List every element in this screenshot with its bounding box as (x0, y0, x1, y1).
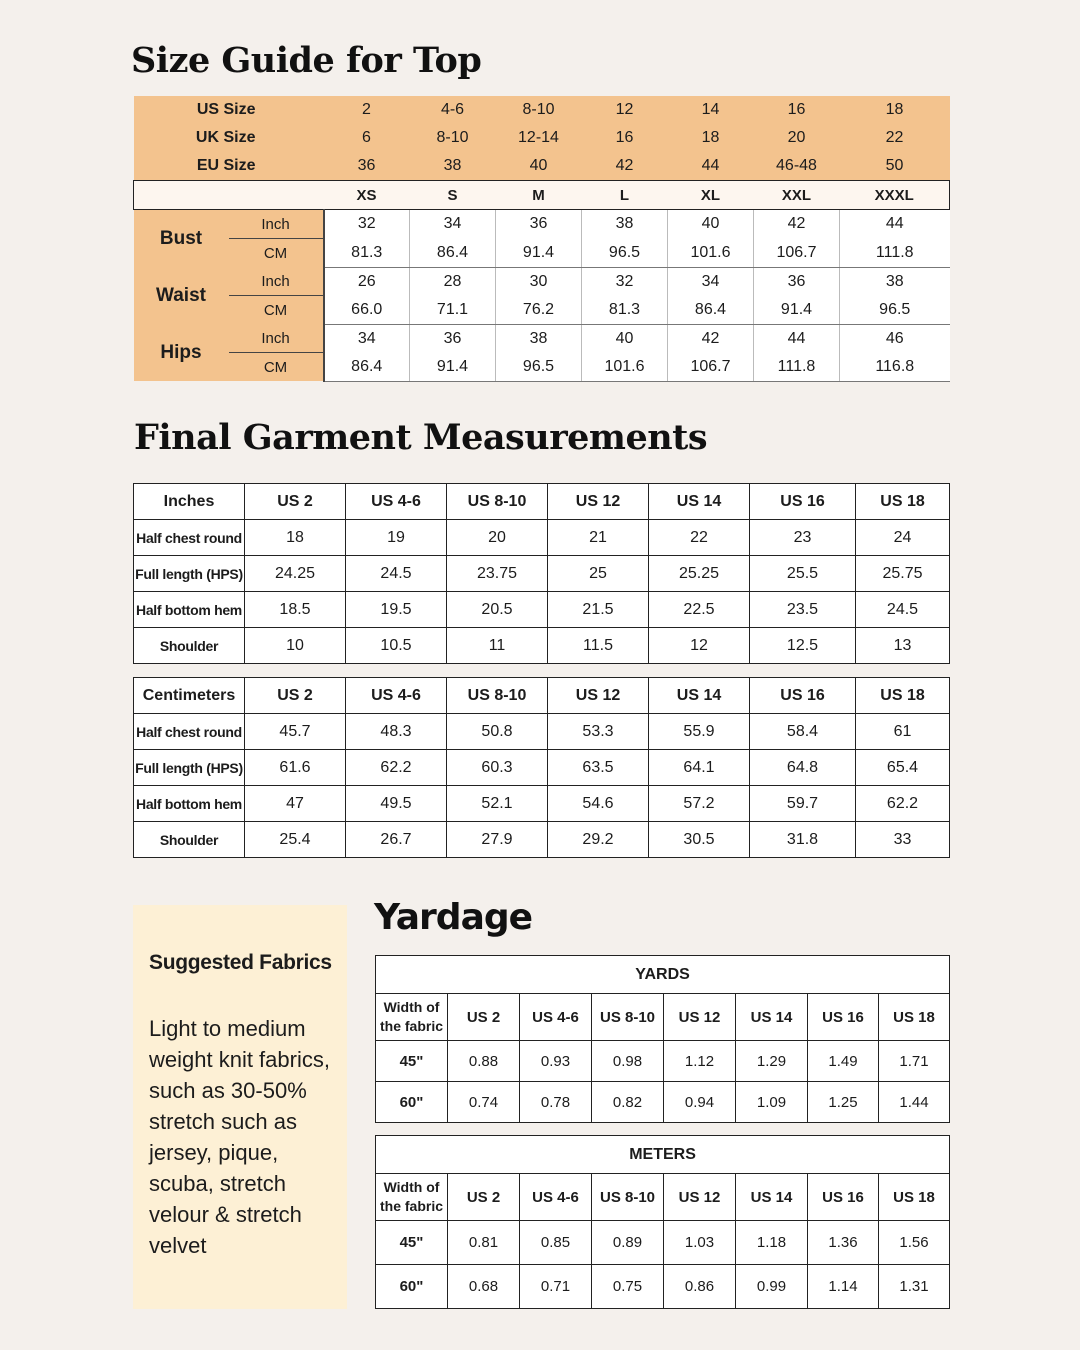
yardage-size-header: US 2 (448, 1174, 520, 1221)
measure-value: 111.8 (754, 353, 840, 382)
size-region-value: 6 (324, 124, 410, 152)
garment-size-header: US 12 (548, 484, 649, 520)
garment-value: 60.3 (447, 750, 548, 786)
size-region-label: US Size (134, 96, 324, 124)
garment-value: 24.5 (346, 556, 447, 592)
yardage-header-row (376, 994, 950, 1041)
yardage-size-header: US 2 (448, 994, 520, 1041)
garment-size-header: US 18 (856, 484, 950, 520)
size-region-value: 20 (754, 124, 840, 152)
measure-value: 66.0 (324, 296, 410, 325)
garment-value: 23 (750, 520, 856, 556)
measure-value: 36 (410, 324, 496, 353)
yardage-value: 1.71 (879, 1041, 950, 1082)
size-region-value: 8-10 (410, 124, 496, 152)
yardage-value: 1.44 (879, 1082, 950, 1123)
garment-value: 18 (245, 520, 346, 556)
garment-row-label: Full length (HPS) (134, 750, 245, 786)
yardage-size-header: US 18 (879, 994, 950, 1041)
measure-unit-label: CM (229, 239, 324, 268)
garment-value: 11 (447, 628, 548, 664)
measure-value: 86.4 (668, 296, 754, 325)
garment-header-row (134, 484, 950, 520)
yardage-value: 0.89 (592, 1221, 664, 1265)
garment-value: 20.5 (447, 592, 548, 628)
size-region-value: 4-6 (410, 96, 496, 124)
garment-value: 23.5 (750, 592, 856, 628)
measure-value: 26 (324, 267, 410, 296)
size-region-value: 42 (582, 152, 668, 181)
yardage-row (376, 1265, 950, 1309)
garment-row-label: Shoulder (134, 822, 245, 858)
size-region-value: 46-48 (754, 152, 840, 181)
size-region-label: UK Size (134, 124, 324, 152)
measure-value: 40 (668, 210, 754, 239)
garment-value: 21 (548, 520, 649, 556)
measure-unit-label: Inch (229, 267, 324, 296)
size-region-value: 44 (668, 152, 754, 181)
garment-inches-table (133, 483, 950, 664)
measure-value: 38 (496, 324, 582, 353)
garment-value: 57.2 (649, 786, 750, 822)
letter-size: XS (324, 181, 410, 210)
garment-size-header: US 2 (245, 678, 346, 714)
garment-value: 62.2 (856, 786, 950, 822)
garment-value: 25.5 (750, 556, 856, 592)
measure-value: 101.6 (582, 353, 668, 382)
size-region-label: EU Size (134, 152, 324, 181)
yardage-value: 0.98 (592, 1041, 664, 1082)
size-region-value: 18 (668, 124, 754, 152)
measure-value: 38 (840, 267, 950, 296)
yardage-size-header: US 8-10 (592, 1174, 664, 1221)
fabric-width: 60" (376, 1082, 448, 1123)
yardage-size-header: US 4-6 (520, 994, 592, 1041)
yardage-value: 0.93 (520, 1041, 592, 1082)
body-measure-row (134, 296, 950, 325)
yardage-title: Yardage (374, 897, 533, 938)
yardage-value: 1.36 (808, 1221, 879, 1265)
garment-row-label: Shoulder (134, 628, 245, 664)
garment-row-label: Half bottom hem (134, 786, 245, 822)
garment-value: 49.5 (346, 786, 447, 822)
garment-value: 24.25 (245, 556, 346, 592)
garment-cm-table (133, 677, 950, 858)
body-measure-row (134, 267, 950, 296)
yardage-row (376, 1082, 950, 1123)
measure-value: 76.2 (496, 296, 582, 325)
measure-unit-label: Inch (229, 324, 324, 353)
garment-value: 25.4 (245, 822, 346, 858)
garment-value: 50.8 (447, 714, 548, 750)
measure-value: 91.4 (496, 239, 582, 268)
garment-value: 19.5 (346, 592, 447, 628)
garment-row (134, 822, 950, 858)
measure-value: 28 (410, 267, 496, 296)
measure-value: 36 (496, 210, 582, 239)
yardage-meters-table (375, 1135, 950, 1309)
suggested-fabrics-title: Suggested Fabrics (149, 951, 332, 974)
measure-group-label: Bust (134, 210, 229, 268)
yardage-value: 0.81 (448, 1221, 520, 1265)
measure-value: 38 (582, 210, 668, 239)
garment-unit-header: Inches (134, 484, 245, 520)
size-region-value: 2 (324, 96, 410, 124)
body-measure-row (134, 324, 950, 353)
size-region-row (134, 152, 950, 181)
yardage-value: 0.82 (592, 1082, 664, 1123)
garment-value: 18.5 (245, 592, 346, 628)
garment-value: 54.6 (548, 786, 649, 822)
size-region-value: 18 (840, 96, 950, 124)
garment-value: 25.25 (649, 556, 750, 592)
body-measure-row (134, 239, 950, 268)
garment-value: 64.8 (750, 750, 856, 786)
garment-value: 64.1 (649, 750, 750, 786)
garment-value: 27.9 (447, 822, 548, 858)
measure-value: 34 (668, 267, 754, 296)
size-region-row (134, 96, 950, 124)
yardage-value: 1.56 (879, 1221, 950, 1265)
yardage-value: 0.74 (448, 1082, 520, 1123)
garment-value: 20 (447, 520, 548, 556)
garment-value: 24.5 (856, 592, 950, 628)
measure-value: 32 (324, 210, 410, 239)
garment-value: 59.7 (750, 786, 856, 822)
garment-row (134, 556, 950, 592)
measure-value: 40 (582, 324, 668, 353)
garment-row-label: Half bottom hem (134, 592, 245, 628)
garment-value: 19 (346, 520, 447, 556)
fabric-width-header: Width of the fabric (376, 1174, 448, 1221)
garment-value: 31.8 (750, 822, 856, 858)
garment-value: 22 (649, 520, 750, 556)
fabric-width: 60" (376, 1265, 448, 1309)
garment-value: 65.4 (856, 750, 950, 786)
garment-header-row (134, 678, 950, 714)
yardage-value: 0.68 (448, 1265, 520, 1309)
garment-size-header: US 16 (750, 678, 856, 714)
size-region-value: 40 (496, 152, 582, 181)
measure-value: 96.5 (840, 296, 950, 325)
size-region-value: 8-10 (496, 96, 582, 124)
garment-row (134, 750, 950, 786)
yardage-value: 1.29 (736, 1041, 808, 1082)
garment-row-label: Half chest round (134, 520, 245, 556)
yardage-caption-row (376, 956, 950, 994)
measure-value: 91.4 (754, 296, 840, 325)
size-region-value: 22 (840, 124, 950, 152)
measure-value: 71.1 (410, 296, 496, 325)
measure-value: 34 (324, 324, 410, 353)
garment-value: 10 (245, 628, 346, 664)
yardage-value: 1.25 (808, 1082, 879, 1123)
yardage-size-header: US 16 (808, 1174, 879, 1221)
yardage-value: 0.71 (520, 1265, 592, 1309)
yardage-value: 1.31 (879, 1265, 950, 1309)
garment-size-header: US 8-10 (447, 484, 548, 520)
garment-size-header: US 14 (649, 484, 750, 520)
garment-value: 58.4 (750, 714, 856, 750)
measure-group-label: Hips (134, 324, 229, 381)
measure-value: 106.7 (668, 353, 754, 382)
garment-value: 33 (856, 822, 950, 858)
size-region-value: 16 (754, 96, 840, 124)
yardage-yards-table (375, 955, 950, 1123)
garment-size-header: US 18 (856, 678, 950, 714)
yardage-value: 1.03 (664, 1221, 736, 1265)
garment-value: 13 (856, 628, 950, 664)
size-region-value: 36 (324, 152, 410, 181)
letter-size: XXL (754, 181, 840, 210)
garment-size-header: US 12 (548, 678, 649, 714)
garment-size-header: US 16 (750, 484, 856, 520)
yardage-header-row (376, 1174, 950, 1221)
suggested-fabrics-text: Light to medium weight knit fabrics, such as 30-50% stretch such as jersey, pique, scuba, stretch velour & stretch velvet (149, 1016, 330, 1258)
yardage-row (376, 1221, 950, 1265)
size-guide-title: Size Guide for Top (131, 40, 482, 81)
measure-value: 101.6 (668, 239, 754, 268)
measure-value: 96.5 (582, 239, 668, 268)
yardage-value: 1.18 (736, 1221, 808, 1265)
garment-measurements-title: Final Garment Measurements (134, 417, 708, 458)
yardage-size-header: US 18 (879, 1174, 950, 1221)
garment-row (134, 592, 950, 628)
garment-value: 25.75 (856, 556, 950, 592)
garment-value: 61.6 (245, 750, 346, 786)
yardage-size-header: US 16 (808, 994, 879, 1041)
garment-value: 48.3 (346, 714, 447, 750)
garment-value: 53.3 (548, 714, 649, 750)
yardage-size-header: US 12 (664, 1174, 736, 1221)
yardage-size-header: US 12 (664, 994, 736, 1041)
garment-value: 21.5 (548, 592, 649, 628)
measure-value: 81.3 (582, 296, 668, 325)
fabric-width-header: Width of the fabric (376, 994, 448, 1041)
yardage-size-header: US 14 (736, 1174, 808, 1221)
measure-unit-label: CM (229, 353, 324, 382)
yardage-value: 1.14 (808, 1265, 879, 1309)
letter-size: XL (668, 181, 754, 210)
yardage-value: 0.94 (664, 1082, 736, 1123)
size-region-value: 12-14 (496, 124, 582, 152)
letter-size: S (410, 181, 496, 210)
garment-value: 30.5 (649, 822, 750, 858)
garment-value: 63.5 (548, 750, 649, 786)
measure-value: 96.5 (496, 353, 582, 382)
garment-value: 52.1 (447, 786, 548, 822)
measure-unit-label: Inch (229, 210, 324, 239)
body-measure-row (134, 210, 950, 239)
garment-value: 47 (245, 786, 346, 822)
measure-value: 34 (410, 210, 496, 239)
garment-value: 62.2 (346, 750, 447, 786)
garment-size-header: US 2 (245, 484, 346, 520)
garment-row (134, 520, 950, 556)
measure-value: 32 (582, 267, 668, 296)
garment-value: 26.7 (346, 822, 447, 858)
size-region-value: 12 (582, 96, 668, 124)
measure-group-label: Waist (134, 267, 229, 324)
garment-row (134, 714, 950, 750)
garment-value: 24 (856, 520, 950, 556)
garment-value: 12.5 (750, 628, 856, 664)
suggested-fabrics-panel (133, 905, 347, 1309)
measure-value: 30 (496, 267, 582, 296)
yardage-value: 0.86 (664, 1265, 736, 1309)
fabric-width: 45" (376, 1041, 448, 1082)
letter-size: XXXL (840, 181, 950, 210)
garment-value: 61 (856, 714, 950, 750)
measure-value: 116.8 (840, 353, 950, 382)
garment-unit-header: Centimeters (134, 678, 245, 714)
garment-value: 10.5 (346, 628, 447, 664)
garment-size-header: US 8-10 (447, 678, 548, 714)
yardage-value: 0.75 (592, 1265, 664, 1309)
measure-value: 86.4 (324, 353, 410, 382)
garment-value: 23.75 (447, 556, 548, 592)
fabric-width: 45" (376, 1221, 448, 1265)
garment-value: 12 (649, 628, 750, 664)
yardage-caption: METERS (376, 1136, 950, 1174)
yardage-row (376, 1041, 950, 1082)
size-region-value: 38 (410, 152, 496, 181)
size-region-value: 14 (668, 96, 754, 124)
garment-size-header: US 14 (649, 678, 750, 714)
garment-row (134, 786, 950, 822)
letter-size-row (134, 181, 950, 210)
measure-value: 42 (668, 324, 754, 353)
measure-value: 42 (754, 210, 840, 239)
body-measure-row (134, 353, 950, 382)
garment-value: 25 (548, 556, 649, 592)
measure-value: 46 (840, 324, 950, 353)
measure-value: 36 (754, 267, 840, 296)
letter-size: M (496, 181, 582, 210)
size-region-value: 50 (840, 152, 950, 181)
yardage-caption-row (376, 1136, 950, 1174)
measure-value: 106.7 (754, 239, 840, 268)
size-region-value: 16 (582, 124, 668, 152)
garment-row-label: Half chest round (134, 714, 245, 750)
measure-value: 91.4 (410, 353, 496, 382)
garment-row (134, 628, 950, 664)
garment-value: 22.5 (649, 592, 750, 628)
letter-size: L (582, 181, 668, 210)
measure-value: 86.4 (410, 239, 496, 268)
measure-unit-label: CM (229, 296, 324, 325)
yardage-value: 0.78 (520, 1082, 592, 1123)
yardage-size-header: US 14 (736, 994, 808, 1041)
yardage-caption: YARDS (376, 956, 950, 994)
yardage-size-header: US 8-10 (592, 994, 664, 1041)
yardage-value: 1.49 (808, 1041, 879, 1082)
garment-value: 29.2 (548, 822, 649, 858)
garment-row-label: Full length (HPS) (134, 556, 245, 592)
measure-value: 44 (840, 210, 950, 239)
measure-value: 81.3 (324, 239, 410, 268)
measure-value: 44 (754, 324, 840, 353)
garment-value: 11.5 (548, 628, 649, 664)
garment-size-header: US 4-6 (346, 678, 447, 714)
garment-size-header: US 4-6 (346, 484, 447, 520)
yardage-value: 1.09 (736, 1082, 808, 1123)
yardage-value: 0.85 (520, 1221, 592, 1265)
garment-value: 55.9 (649, 714, 750, 750)
yardage-value: 0.88 (448, 1041, 520, 1082)
size-region-row (134, 124, 950, 152)
yardage-value: 1.12 (664, 1041, 736, 1082)
letter-size-blank (134, 181, 324, 210)
garment-value: 45.7 (245, 714, 346, 750)
measure-value: 111.8 (840, 239, 950, 268)
yardage-size-header: US 4-6 (520, 1174, 592, 1221)
size-guide-table (133, 96, 950, 382)
yardage-value: 0.99 (736, 1265, 808, 1309)
